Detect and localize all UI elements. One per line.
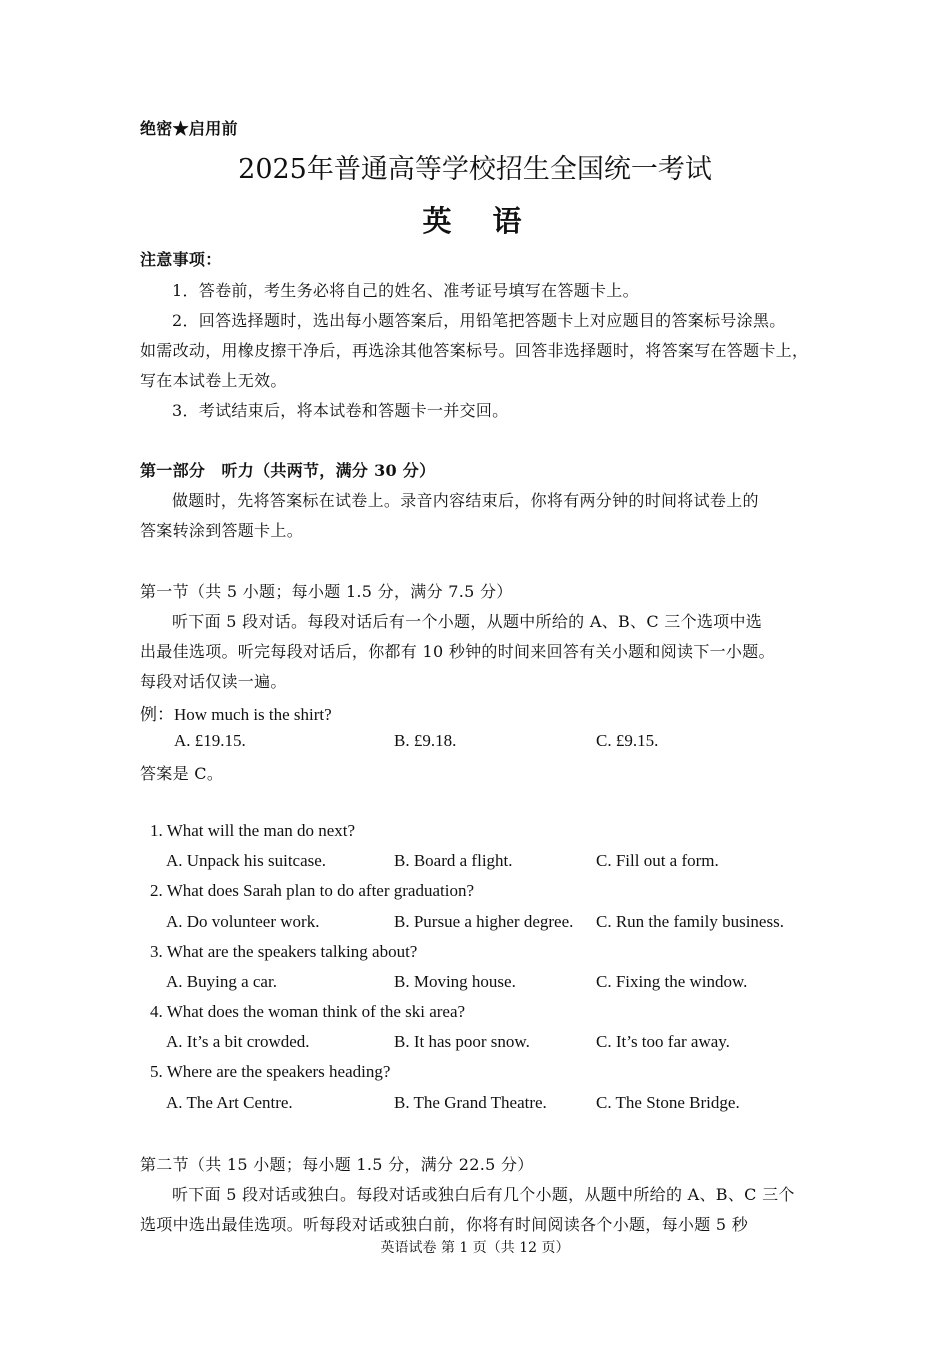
section1-intro-line-1: 听下面 5 段对话。每段对话后有一个小题，从题中所给的 A、B、C 三个选项中选	[172, 612, 763, 631]
option-c: C. Fixing the window.	[596, 972, 748, 991]
notice-item-3: 3．考试结束后，将本试卷和答题卡一并交回。	[172, 401, 509, 420]
option-a: A. Do volunteer work.	[166, 912, 320, 931]
secret-label: 绝密★启用前	[140, 119, 238, 138]
part1-intro-line-1: 做题时，先将答案标在试卷上。录音内容结束后，你将有两分钟的时间将试卷上的	[172, 491, 759, 510]
option-c: C. Fill out a form.	[596, 851, 719, 870]
example-option-a: A. £19.15.	[174, 731, 246, 750]
option-a: A. It’s a bit crowded.	[166, 1032, 310, 1051]
exam-title: 2025年普通高等学校招生全国统一考试	[238, 154, 712, 185]
section2-title: 第二节（共 15 小题；每小题 1.5 分，满分 22.5 分）	[140, 1155, 534, 1174]
option-b: B. It has poor snow.	[394, 1032, 530, 1051]
option-a: A. The Art Centre.	[166, 1093, 293, 1112]
question-text: 1. What will the man do next?	[150, 821, 356, 840]
section2-intro-line-2: 选项中选出最佳选项。听每段对话或独白前，你将有时间阅读各个小题，每小题 5 秒	[140, 1215, 749, 1234]
option-b: B. Pursue a higher degree.	[394, 912, 574, 931]
section1-title: 第一节（共 5 小题；每小题 1.5 分，满分 7.5 分）	[140, 582, 513, 601]
option-c: C. It’s too far away.	[596, 1032, 730, 1051]
example-option-c: C. £9.15.	[596, 731, 659, 750]
example-answer: 答案是 C。	[140, 764, 224, 783]
notice-title: 注意事项：	[140, 250, 222, 269]
option-b: B. Moving house.	[394, 972, 516, 991]
section1-intro-line-2: 出最佳选项。听完每段对话后，你都有 10 秒钟的时间来回答有关小题和阅读下一小题。	[140, 642, 775, 661]
section2-intro-line-1: 听下面 5 段对话或独白。每段对话或独白后有几个小题，从题中所给的 A、B、C 三个	[172, 1185, 795, 1204]
option-a: A. Buying a car.	[166, 972, 277, 991]
option-c: C. Run the family business.	[596, 912, 784, 931]
question-text: 4. What does the woman think of the ski area?	[150, 1002, 466, 1021]
example-question: 例：How much is the shirt?	[140, 705, 332, 724]
notice-item-2-line-3: 写在本试卷上无效。	[140, 371, 287, 390]
part1-title: 第一部分 听力（共两节，满分 30 分）	[140, 461, 436, 480]
part1-intro-line-2: 答案转涂到答题卡上。	[140, 521, 304, 540]
notice-item-1: 1．答卷前，考生务必将自己的姓名、准考证号填写在答题卡上。	[172, 281, 639, 300]
option-b: B. The Grand Theatre.	[394, 1093, 547, 1112]
subject-title: 英 语	[422, 204, 528, 238]
question-text: 2. What does Sarah plan to do after graduation?	[150, 881, 474, 900]
example-option-b: B. £9.18.	[394, 731, 457, 750]
notice-item-2-line-2: 如需改动，用橡皮擦干净后，再选涂其他答案标号。回答非选择题时，将答案写在答题卡上，	[140, 341, 809, 360]
option-b: B. Board a flight.	[394, 851, 513, 870]
notice-item-2-line-1: 2．回答选择题时，选出每小题答案后，用铅笔把答题卡上对应题目的答案标号涂黑。	[172, 311, 786, 330]
page-footer: 英语试卷 第 1 页（共 12 页）	[380, 1240, 570, 1256]
option-c: C. The Stone Bridge.	[596, 1093, 740, 1112]
question-text: 5. Where are the speakers heading?	[150, 1062, 391, 1081]
option-a: A. Unpack his suitcase.	[166, 851, 327, 870]
section1-intro-line-3: 每段对话仅读一遍。	[140, 672, 287, 691]
question-text: 3. What are the speakers talking about?	[150, 942, 418, 961]
